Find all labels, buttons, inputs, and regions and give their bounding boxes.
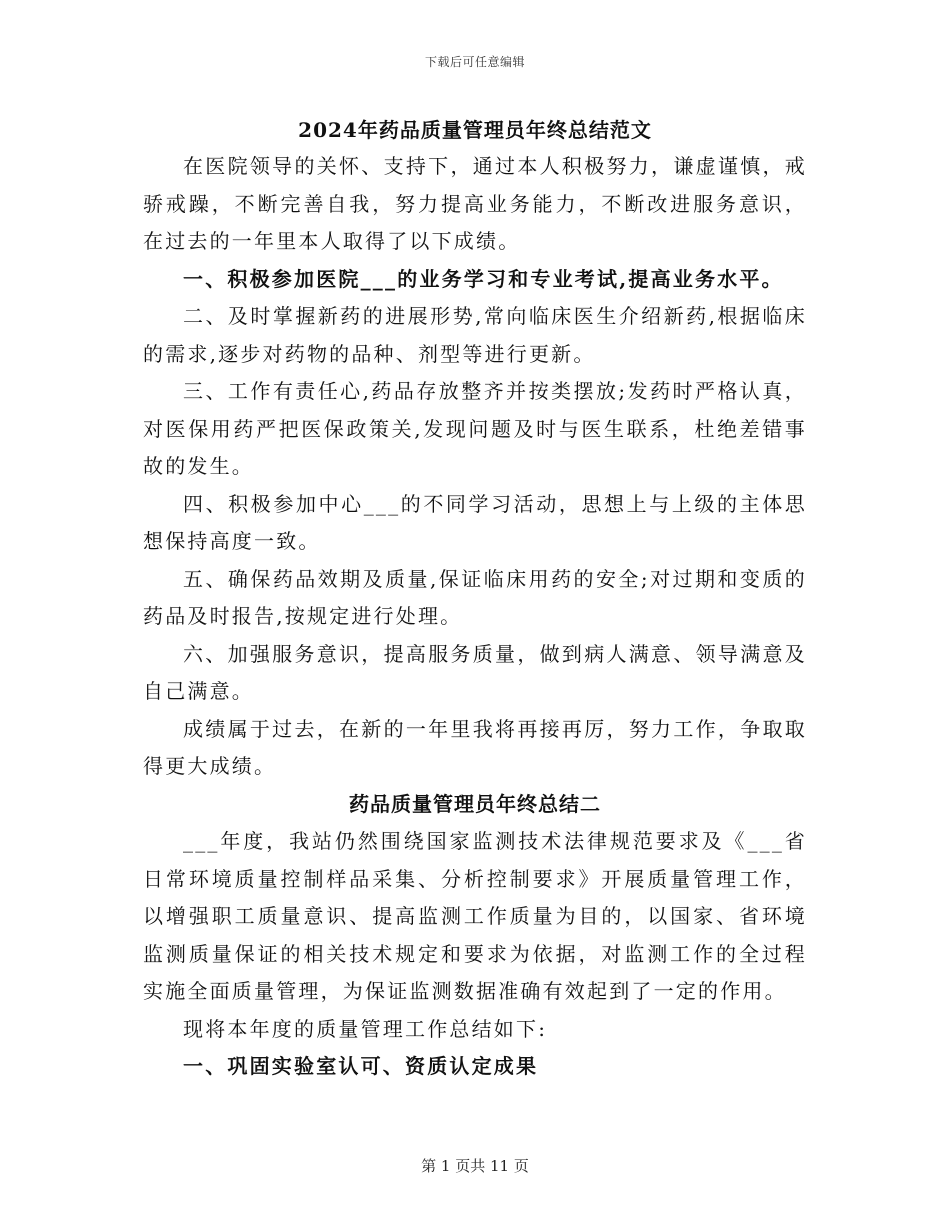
point-1-heading: 一、积极参加医院___的业务学习和专业考试,提高业务水平。 (183, 266, 784, 291)
point-2-paragraph: 二、及时掌握新药的进展形势,常向临床医生介绍新药,根据临床的需求,逐步对药物的品种、剂型等进行更新。 (143, 304, 807, 366)
page-number-footer: 第 1 页共 11 页 (421, 1157, 529, 1175)
part2-intro-paragraph: ___年度，我站仍然围绕国家监测技术法律规范要求及《___省日常环境质量控制样品采集、分析控制要求》开展质量管理工作，以增强职工质量意识、提高监测工作质量为目的，以国家、省环境监测质量保证的相关技术规定和要求为依据，对监测工作的全过程实施全面质量管理，为保证监测数据准确有效起到了一定的作用。 (143, 829, 807, 1003)
intro-paragraph: 在医院领导的关怀、支持下，通过本人积极努力，谦虚谨慎，戒骄戒躁，不断完善自我，努力提高业务能力，不断改进服务意识，在过去的一年里本人取得了以下成绩。 (143, 154, 807, 253)
section-2-title: 药品质量管理员年终总结二 (349, 791, 601, 816)
part2-heading-1: 一、巩固实验室认可、资质认定成果 (183, 1054, 539, 1078)
point-6-paragraph: 六、加强服务意识，提高服务质量，做到病人满意、领导满意及自己满意。 (143, 641, 807, 703)
point-4-paragraph: 四、积极参加中心___的不同学习活动，思想上与上级的主体思想保持高度一致。 (143, 491, 807, 553)
part2-lead-paragraph: 现将本年度的质量管理工作总结如下: (183, 1016, 548, 1041)
header-note: 下载后可任意编辑 (424, 55, 525, 69)
closing-paragraph: 成绩属于过去，在新的一年里我将再接再厉，努力工作，争取取得更大成绩。 (143, 716, 807, 778)
document-title: 2024年药品质量管理员年终总结范文 (298, 118, 652, 142)
point-3-paragraph: 三、工作有责任心,药品存放整齐并按类摆放;发药时严格认真，对医保用药严把医保政策关,发现问题及时与医生联系，杜绝差错事故的发生。 (143, 379, 807, 478)
point-5-paragraph: 五、确保药品效期及质量,保证临床用药的安全;对过期和变质的药品及时报告,按规定进行处理。 (143, 566, 807, 628)
document-body (143, 112, 807, 1086)
